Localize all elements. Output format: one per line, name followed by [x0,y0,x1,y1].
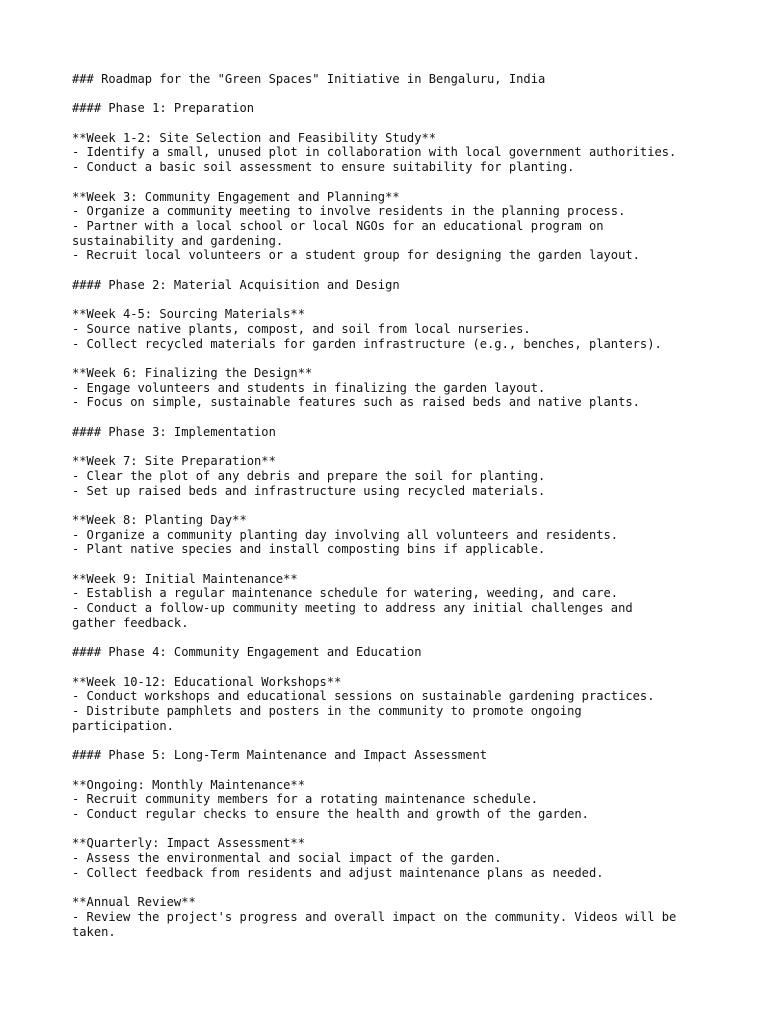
body-line: - Organize a community planting day involving all volunteers and residents. [72,527,619,542]
week-6-heading: **Week 6: Finalizing the Design** [72,365,313,380]
body-line: - Set up raised beds and infrastructure using recycled materials. [72,483,546,498]
body-line: - Partner with a local school or local NGOs for an educational program on [72,218,604,233]
body-line: - Review the project's progress and overall impact on the community. Videos will be [72,909,677,924]
body-line: - Establish a regular maintenance schedule for watering, weeding, and care. [72,586,619,601]
body-line: gather feedback. [72,615,189,630]
spacer [72,351,712,366]
spacer [72,733,712,748]
body-line: - Organize a community meeting to involve residents in the planning process. [72,204,626,219]
body-line: - Conduct regular checks to ensure the health and growth of the garden. [72,806,589,821]
body-line: taken. [72,924,116,939]
body-line: participation. [72,718,174,733]
document-page [72,72,712,939]
phase-2-heading: #### Phase 2: Material Acquisition and Design [72,277,400,292]
spacer [72,880,712,895]
body-line: - Distribute pamphlets and posters in the community to promote ongoing [72,704,582,719]
spacer [72,763,712,778]
body-line: - Plant native species and install composting bins if applicable. [72,542,546,557]
body-line: - Assess the environmental and social impact of the garden. [72,851,502,866]
body-line: sustainability and gardening. [72,233,284,248]
week-7-heading: **Week 7: Site Preparation** [72,454,276,469]
body-line: - Recruit community members for a rotating maintenance schedule. [72,792,538,807]
body-line: - Engage volunteers and students in finalizing the garden layout. [72,380,546,395]
monthly-maintenance-heading: **Ongoing: Monthly Maintenance** [72,777,305,792]
body-line: - Clear the plot of any debris and prepare the soil for planting. [72,468,546,483]
spacer [72,822,712,837]
spacer [72,439,712,454]
week-10-12-heading: **Week 10-12: Educational Workshops** [72,674,342,689]
body-line: - Conduct a basic soil assessment to ensure suitability for planting. [72,160,575,175]
body-line: - Focus on simple, sustainable features such as raised beds and native plants. [72,395,640,410]
body-line: - Source native plants, compost, and soil from local nurseries. [72,321,531,336]
annual-review-heading: **Annual Review** [72,895,196,910]
spacer [72,116,712,131]
phase-4-heading: #### Phase 4: Community Engagement and Education [72,645,422,660]
spacer [72,292,712,307]
spacer [72,498,712,513]
body-line: - Conduct a follow-up community meeting to address any initial challenges and [72,601,633,616]
phase-3-heading: #### Phase 3: Implementation [72,424,276,439]
week-8-heading: **Week 8: Planting Day** [72,512,247,527]
spacer [72,631,712,646]
spacer [72,557,712,572]
body-line: - Identify a small, unused plot in collaboration with local government authorities. [72,145,677,160]
document-title: ### Roadmap for the "Green Spaces" Initiative in Bengaluru, India [72,72,546,86]
body-line: - Recruit local volunteers or a student group for designing the garden layout. [72,248,640,263]
week-1-2-heading: **Week 1-2: Site Selection and Feasibility Study** [72,130,437,145]
body-line: - Collect recycled materials for garden infrastructure (e.g., benches, planters). [72,336,662,351]
quarterly-assessment-heading: **Quarterly: Impact Assessment** [72,836,305,851]
spacer [72,175,712,190]
body-line: - Conduct workshops and educational sessions on sustainable gardening practices. [72,689,655,704]
week-3-heading: **Week 3: Community Engagement and Planning** [72,189,400,204]
spacer [72,87,712,102]
phase-5-heading: #### Phase 5: Long-Term Maintenance and Impact Assessment [72,748,488,763]
week-9-heading: **Week 9: Initial Maintenance** [72,571,298,586]
spacer [72,660,712,675]
spacer [72,410,712,425]
spacer [72,263,712,278]
phase-1-heading: #### Phase 1: Preparation [72,101,255,116]
body-line: - Collect feedback from residents and adjust maintenance plans as needed. [72,865,604,880]
week-4-5-heading: **Week 4-5: Sourcing Materials** [72,307,305,322]
